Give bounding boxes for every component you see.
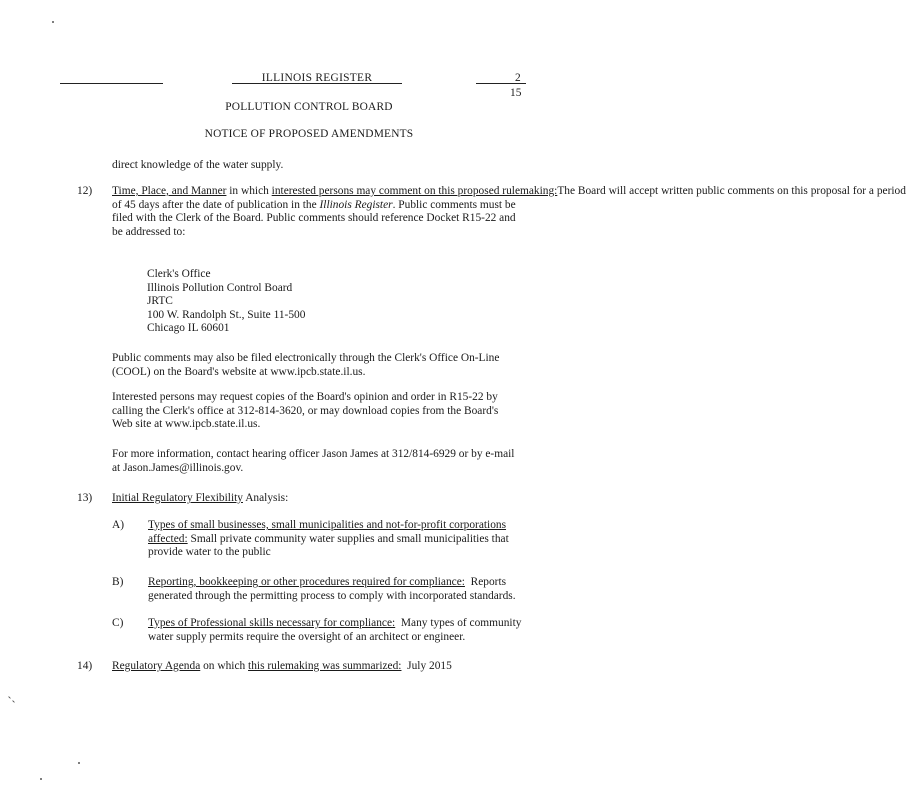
item-14-heading-a: Regulatory Agenda <box>112 660 201 672</box>
subitem-a-text: provide water to the public <box>148 546 271 559</box>
subitem-a-body <box>148 519 538 560</box>
subitem-a-label: A) <box>112 519 125 531</box>
para-line: For more information, contact hearing officer Jason James at 312/814-6929 or by e-mail <box>112 448 515 460</box>
subitem-a-heading: Types of small businesses, small municipalities and not-for-profit corporations affected: <box>148 519 507 545</box>
para-line: at Jason.James@illinois.gov. <box>112 461 244 474</box>
scan-speck <box>12 700 15 703</box>
subitem-b-line <box>148 576 548 590</box>
header-rule-left <box>60 83 163 84</box>
item-12-text-c: . Public comments must be <box>392 198 516 211</box>
item-12-para-3 <box>112 391 498 432</box>
subitem-a-line <box>148 519 538 546</box>
item-13-number: 13) <box>77 492 93 504</box>
address-line: JRTC <box>147 295 173 308</box>
subitem-c-heading: Types of Professional skills necessary for compliance: <box>148 617 396 629</box>
item-13-heading-tail: Analysis: <box>242 492 289 504</box>
subitem-b-body <box>148 576 548 603</box>
register-year: 15 <box>510 87 522 99</box>
scan-speck <box>78 762 80 764</box>
address-line: 100 W. Randolph St., Suite 11-500 <box>147 308 306 321</box>
subitem-b-text: generated through the permitting process to comply with incorporated standards. <box>148 589 516 602</box>
subitem-c-body <box>148 617 548 644</box>
scan-speck <box>52 21 54 23</box>
item-14-text-a: on which <box>200 660 249 672</box>
page-number: 2 <box>515 72 521 84</box>
para-line: Web site at www.ipcb.state.il.us. <box>112 418 261 431</box>
item-14-body <box>112 660 452 674</box>
subitem-c-tail: Many types of community <box>395 617 522 629</box>
subitem-c-line <box>148 617 548 631</box>
para-line: Interested persons may request copies of the Board's opinion and order in R15-22 by <box>112 391 498 403</box>
item-12-line-4: filed with the Clerk of the Board. Public comments should reference Docket R15-22 and <box>112 212 516 225</box>
address-line: Chicago IL 60601 <box>147 322 230 335</box>
item-12-number: 12) <box>77 185 93 197</box>
para-line: (COOL) on the Board's website at www.ipcb.state.il.us. <box>112 365 366 378</box>
item-12-line-3 <box>112 199 542 213</box>
subitem-b-label: B) <box>112 576 124 588</box>
item-12-line-a: The Board will accept written public comments on this proposal for a period <box>557 185 906 197</box>
item-12-text-a: in which <box>226 185 272 197</box>
board-title: POLLUTION CONTROL BOARD <box>225 101 393 113</box>
item-12-text-b: of 45 days after the date of publication in the <box>112 198 320 211</box>
notice-title: NOTICE OF PROPOSED AMENDMENTS <box>204 128 414 140</box>
item-12-heading-a: Time, Place, and Manner <box>112 185 227 197</box>
subitem-a-text: Small private community water supplies and small municipalities that <box>190 532 509 545</box>
item-14-tail: July 2015 <box>401 660 452 672</box>
continuation-line: direct knowledge of the water supply. <box>112 159 284 171</box>
item-12-heading-b: interested persons may comment on this proposed rulemaking: <box>271 185 558 197</box>
clerk-address <box>147 268 305 336</box>
scan-speck <box>8 696 11 699</box>
item-12-para-4 <box>112 448 514 475</box>
item-14-number: 14) <box>77 660 93 672</box>
item-13-heading-text: Initial Regulatory Flexibility <box>112 492 243 504</box>
item-12-line-1 <box>112 185 906 199</box>
item-12-line-5: be addressed to: <box>112 225 186 238</box>
subitem-b-heading: Reporting, bookkeeping or other procedures required for compliance: <box>148 576 465 588</box>
para-line: Public comments may also be filed electronically through the Clerk's Office On-Line <box>112 352 500 364</box>
item-12-para-2 <box>112 352 499 379</box>
item-12-body <box>112 185 906 239</box>
address-line: Illinois Pollution Control Board <box>147 281 293 294</box>
scan-speck <box>40 778 42 780</box>
subitem-c-text: water supply permits require the oversight of an architect or engineer. <box>148 630 466 643</box>
subitem-b-tail: Reports <box>464 576 507 588</box>
address-line: Clerk's Office <box>147 268 211 280</box>
item-14-heading-b: this rulemaking was summarized: <box>248 660 402 672</box>
subitem-c-label: C) <box>112 617 124 629</box>
item-12-italic-title: Illinois Register <box>319 198 393 211</box>
register-title: ILLINOIS REGISTER <box>261 72 373 84</box>
item-13-heading <box>112 492 288 506</box>
para-line: calling the Clerk's office at 312-814-3620, or may download copies from the Board's <box>112 404 499 417</box>
